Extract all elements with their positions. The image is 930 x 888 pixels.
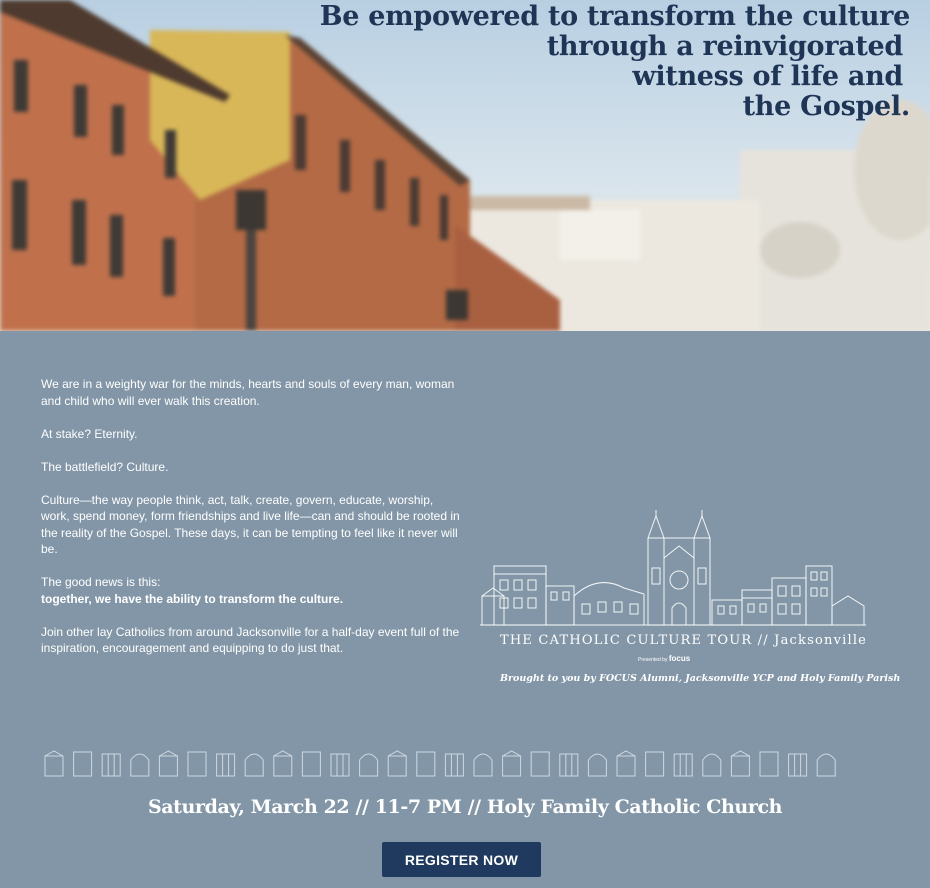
- facade-outline: [703, 754, 721, 776]
- facade-outline: [45, 751, 63, 776]
- intro-paragraph-6: Join other lay Catholics from around Jacksonville for a half-day event full of the inspiration, encouragement and equipping to do just that.: [41, 624, 460, 655]
- register-now-button[interactable]: REGISTER NOW: [382, 842, 541, 877]
- facade-outline: [245, 754, 263, 776]
- facade-outline: [131, 754, 149, 776]
- event-date-location: Saturday, March 22 // 11-7 PM // Holy Family Catholic Church: [147, 796, 783, 818]
- facade-outline: [817, 754, 835, 776]
- intro-paragraph-5: [41, 574, 461, 607]
- presented-by-label: Presented by: [638, 657, 668, 663]
- facade-outline: [417, 752, 435, 776]
- intro-paragraph-4: Culture—the way people think, act, talk, create, govern, educate, worship, work, spend money, form friendships and live life—can and should be rooted in the reality of the Gospel. These days, it can be tempting to feel like it never will be.: [41, 492, 460, 556]
- facade-outline: [217, 754, 235, 776]
- facade-outline: [617, 751, 635, 776]
- city-skyline-illustration: [478, 508, 868, 628]
- facade-outline: [731, 751, 749, 776]
- facade-outline: [531, 752, 549, 776]
- facade-outline: [388, 751, 406, 776]
- headline-line-3: witness of life and: [632, 61, 903, 92]
- facade-outline: [560, 754, 578, 776]
- intro-paragraph-3: The battlefield? Culture.: [41, 459, 169, 474]
- culture-tour-logo: [478, 508, 901, 694]
- facade-outline: [503, 751, 521, 776]
- facade-outline: [588, 754, 606, 776]
- facade-outline: [331, 754, 349, 776]
- facade-outline: [789, 754, 807, 776]
- presented-by-focus: [638, 654, 690, 663]
- facade-outline: [474, 754, 492, 776]
- facade-outline: [360, 754, 378, 776]
- headline-line-1: Be empowered to transform the culture: [319, 1, 910, 32]
- facade-outline: [74, 752, 92, 776]
- focus-logo-mark: focus: [668, 654, 691, 663]
- intro-paragraph-2: At stake? Eternity.: [41, 426, 138, 441]
- sponsors-line: Brought to you by FOCUS Alumni, Jacksonville YCP and Holy Family Parish: [500, 673, 901, 684]
- headline-line-2: through a reinvigorated: [546, 31, 903, 62]
- facade-outline: [102, 754, 120, 776]
- good-news-bold: together, we have the ability to transform the culture.: [41, 591, 344, 606]
- facade-outline: [188, 752, 206, 776]
- facade-outline: [159, 751, 177, 776]
- facade-icon-divider: [44, 750, 844, 778]
- facade-outline: [674, 754, 692, 776]
- facade-outline: [445, 754, 463, 776]
- intro-paragraph-1: We are in a weighty war for the minds, hearts and souls of every man, woman and child who will ever walk this creation.: [41, 377, 455, 408]
- intro-copy: [41, 376, 461, 673]
- hero-banner: [0, 0, 930, 331]
- facade-outline: [274, 751, 292, 776]
- headline-line-4: the Gospel.: [742, 91, 910, 122]
- hero-headline: [320, 2, 910, 122]
- tour-title: THE CATHOLIC CULTURE TOUR // Jacksonville: [500, 633, 868, 648]
- facade-outline: [302, 752, 320, 776]
- facade-outline: [646, 752, 664, 776]
- good-news-lead: The good news is this:: [41, 575, 161, 589]
- facade-outline: [760, 752, 778, 776]
